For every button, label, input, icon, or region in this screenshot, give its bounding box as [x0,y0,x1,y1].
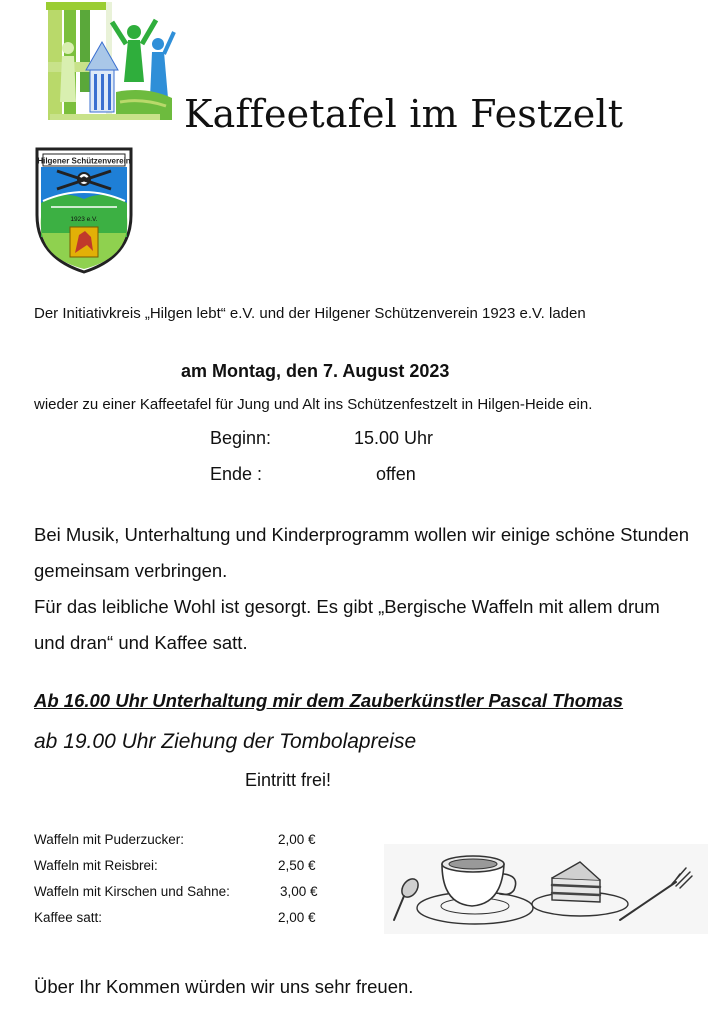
closing-text: Über Ihr Kommen würden wir uns sehr freuen. [34,976,414,997]
price-item-value: 2,00 € [278,910,316,925]
magician-announcement: Ab 16.00 Uhr Unterhaltung mir dem Zauberkünstler Pascal Thomas [34,690,624,711]
paragraph-food: Für das leibliche Wohl ist gesorgt. Es gibt „Bergische Waffeln mit allem drum und dran“ und Kaffee satt. [34,596,660,653]
end-value: offen [376,464,416,484]
crest-year-text: 1923 e.V. [70,216,98,223]
tombola-announcement: ab 19.00 Uhr Ziehung der Tombolapreise [34,730,417,753]
price-item-value: 3,00 € [280,884,318,899]
price-item-value: 2,50 € [278,858,316,873]
begin-label: Beginn: [210,428,272,448]
price-item-label: Kaffee satt: [34,910,103,925]
page-title: Kaffeetafel im Festzelt [184,92,624,136]
intro-text: Der Initiativkreis „Hilgen lebt“ e.V. und der Hilgener Schützenverein 1923 e.V. laden [34,305,586,322]
begin-value: 15.00 Uhr [354,428,434,448]
crest-banner-text: Hilgener Schützenverein [37,156,131,166]
event-date: am Montag, den 7. August 2023 [181,361,450,381]
invite-text: wieder zu einer Kaffeetafel für Jung und Alt ins Schützenfestzelt in Hilgen-Heide ein. [34,396,593,413]
price-item-value: 2,00 € [278,832,316,847]
festival-logo-image [46,2,176,134]
price-item-label: Waffeln mit Puderzucker: [34,832,185,847]
club-crest-image [33,145,135,275]
entry-free-text: Eintritt frei! [245,770,332,790]
price-item-label: Waffeln mit Kirschen und Sahne: [34,884,230,899]
paragraph-music: Bei Musik, Unterhaltung und Kinderprogramm wollen wir einige schöne Stunden gemeinsam verbringen. [34,524,690,581]
price-item-label: Waffeln mit Reisbrei: [34,858,158,873]
coffee-cake-sketch-image [380,838,712,938]
end-label: Ende : [210,464,263,484]
